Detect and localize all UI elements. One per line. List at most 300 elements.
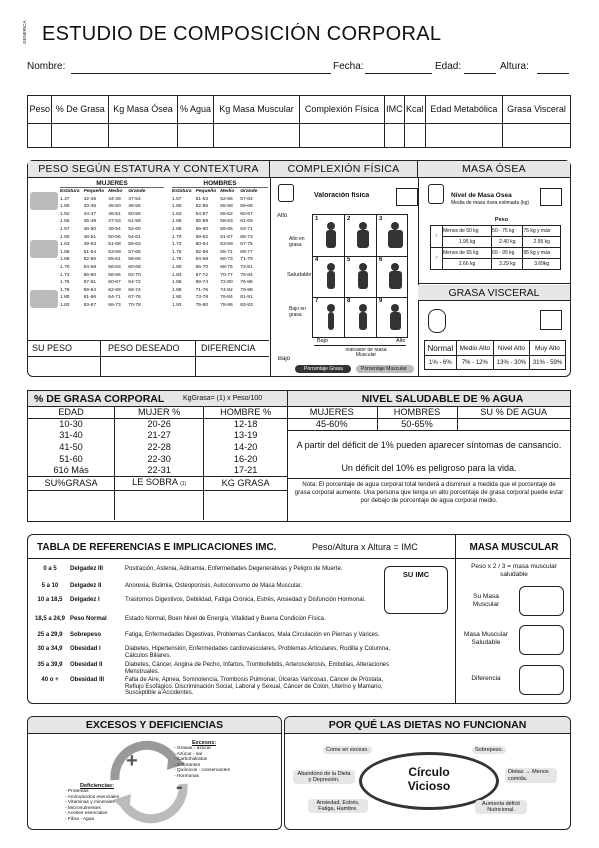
hombres-cell: 69-74 [195, 280, 209, 286]
mujeres-cell: 45-50 [108, 204, 121, 210]
mujeres-cell: 66-74 [128, 287, 141, 293]
imc-desc: Fatiga, Enfermedades Digestivas, Problemas Cardiacos, Mala Circulación en Piernas y Varices. [125, 632, 380, 638]
list-item: - Proteínas [65, 789, 89, 794]
col-agua: % Agua [177, 96, 213, 124]
body-figure-icon [386, 263, 404, 293]
saludable-label: Saludable [287, 272, 312, 278]
mujeres-cell: 46-51 [108, 211, 121, 217]
mujeres-cell: 1.57 [60, 226, 70, 232]
table-row [170, 302, 259, 310]
mujeres-cell: 55-63 [128, 242, 141, 248]
hombres-cell: 59-65 [220, 226, 233, 232]
imc-range: 0 a 5 [43, 566, 57, 572]
node-sobrepeso: Sobrepeso. [472, 746, 506, 754]
nombre-line[interactable] [71, 73, 331, 74]
grasa-hombre-0: 12-18 [233, 419, 258, 430]
mujeres-cell: 50-56 [108, 234, 121, 240]
imc-class: Obesidad II [70, 662, 103, 668]
hombres-col-header: Estatura [172, 189, 192, 194]
table-row [58, 287, 147, 295]
masa-osea-title: MASA ÓSEA [418, 161, 570, 178]
grasa-mujer-2: 22-28 [115, 442, 204, 454]
hombres-cell: 62-66 [195, 249, 209, 255]
grasa-title: % DE GRASA CORPORAL [34, 393, 165, 405]
mo-r2-c1: 65 - 95 kg [492, 247, 523, 258]
visceral-val-muy: 31% - 59% [529, 356, 565, 370]
hombres-cell: 67-75 [240, 242, 253, 248]
mujeres-cell: 47-54 [128, 196, 141, 202]
node-aumenta-deficit: Aumenta déficit Nutricional. [475, 800, 527, 814]
deficiencias-list [65, 789, 119, 823]
cycle-arrow-top [115, 745, 175, 780]
mujeres-cell: 1.55 [60, 219, 70, 225]
node-ansiedad: Ansiedad, Estrés, Fatiga, Hambre. [308, 799, 368, 813]
su-masa-muscular-input[interactable] [519, 586, 564, 616]
peso-title: PESO SEGÚN ESTATURA Y CONTEXTURA [28, 161, 270, 178]
mujeres-cell: 1.78 [60, 287, 70, 293]
masa-muscular-title: MASA MUSCULAR [469, 542, 559, 553]
grasa-mujer-0: 20-26 [115, 419, 204, 431]
su-peso-input[interactable] [30, 358, 98, 375]
mujeres-cell: 51-54 [83, 249, 97, 255]
hombres-cell: 1.70 [172, 234, 182, 240]
table-row [58, 241, 147, 249]
grasa-edad-3: 51-60 [28, 453, 115, 465]
kg-grasa-input[interactable] [204, 491, 287, 520]
grasa-col-mujer: MUJER % [115, 407, 204, 419]
table-row [58, 196, 147, 204]
circulo-label: Círculo [408, 765, 450, 779]
table-row [58, 211, 147, 219]
edad-line[interactable] [464, 73, 496, 74]
measurements-table [27, 95, 571, 148]
grasa-col-edad: EDAD [28, 407, 115, 419]
deficiencias-list-title: Deficiencias: [80, 783, 114, 789]
table-row [170, 203, 259, 211]
mujeres-cell: 1.60 [60, 234, 70, 240]
leg-musc-label: Porcentaje Muscular [361, 366, 407, 372]
imc-desc: Falta de Aire, Apnea, Somnolencia, Trombosis Pulmonar, Úlceras Varicosas, Cáncer de Próstata, Reflujo Esofágico. Discriminación Social, Laboral y Sexual, Cáncer de Colon, Uterino y Mamario, Susceptible a Accidentes. [125, 677, 384, 697]
figure-icon-large [30, 290, 58, 308]
leg-grasa-label: Porcentaje Grasa [304, 366, 343, 372]
col-imc: IMC [384, 96, 404, 124]
fecha-label: Fecha: [333, 61, 364, 72]
page-title: ESTUDIO DE COMPOSICIÓN CORPORAL [42, 23, 442, 45]
imc-range: 18,5 a 24,9 [34, 616, 66, 622]
agua-table [287, 407, 570, 431]
col-complexion: Complexión Física [299, 96, 384, 124]
mujeres-cell: 60-68 [128, 264, 141, 270]
visceral-input[interactable] [540, 310, 562, 330]
cell-imc[interactable] [384, 124, 404, 148]
hombres-cell: 71-79 [240, 257, 253, 263]
agua-col-su: SU % DE AGUA [480, 407, 548, 418]
list-item: - Químicos - conservantes [174, 768, 230, 774]
mujeres-cell: 51-58 [128, 219, 141, 225]
muscular-formula: Peso x 2 / 3 = masa muscular saludable [471, 563, 557, 579]
grasa-edad-1: 31-40 [28, 430, 115, 442]
imc-class: Delgadez III [70, 566, 104, 572]
mujeres-cell: 57-61 [83, 280, 97, 286]
mujeres-cell: 46-50 [83, 226, 97, 232]
kg-grasa-label: KG GRASA [221, 478, 270, 489]
hombres-cell: 1.75 [172, 249, 182, 255]
axis-bajo-label: Bajo [317, 338, 329, 344]
table-row [170, 226, 259, 234]
mujeres-col-header: Estatura [60, 189, 80, 194]
hombres-cell: 61-69 [240, 219, 253, 225]
hombres-label: HOMBRES [172, 180, 268, 188]
table-row [58, 226, 147, 234]
col-masa-osea: Kg Masa Ósea [109, 96, 178, 124]
mujeres-cell: 1.68 [60, 257, 70, 263]
hombres-cell: 74-82 [220, 287, 233, 293]
hombres-cell: 55-58 [220, 204, 233, 210]
mujeres-cell: 64-71 [108, 295, 121, 301]
peso-deseado-label: PESO DESEADO [108, 343, 180, 353]
complexion-number: 1 [315, 216, 319, 222]
edad-label: Edad: [435, 61, 462, 72]
list-item: - Micronutrientes [65, 805, 101, 811]
agua-col-hombres: HOMBRES [377, 407, 457, 419]
hombres-cell: 55-59 [195, 219, 209, 225]
hombres-col-header: Grande [240, 189, 258, 194]
le-sobra-text: LE SOBRA [132, 477, 178, 488]
body-figure-icon [322, 222, 340, 252]
table-row [58, 203, 147, 211]
table-row [28, 419, 287, 431]
visceral-val-medio: 7% - 12% [456, 356, 493, 370]
col-kcal: Kcal [404, 96, 425, 124]
cell-peso[interactable] [28, 124, 52, 148]
hombres-cell: 67-72 [195, 272, 209, 278]
cell-grasa-visceral[interactable] [503, 124, 571, 148]
hombres-cell: 70-77 [220, 272, 233, 278]
male-icon: ♂ [431, 247, 443, 269]
imc-row [28, 616, 448, 632]
hombres-cell: 55-62 [220, 211, 233, 217]
plus-sign: + [126, 750, 138, 772]
table-row [58, 218, 147, 226]
mujeres-cell: 66-73 [108, 302, 121, 308]
alto-label: Alto [277, 213, 288, 219]
imc-range: 10 a 18,5 [37, 597, 63, 603]
imc-range: 25 a 29,9 [37, 632, 63, 638]
hombres-col-header: Medio [220, 189, 235, 194]
mo-r2v-c2: 3.69kg [523, 258, 561, 269]
list-item: - Vitaminas y minerales [65, 800, 115, 806]
dietas-title: POR QUÉ LAS DIETAS NO FUNCIONAN [285, 717, 570, 734]
mujeres-cell: 49-54 [108, 226, 121, 232]
excesos-title: EXCESOS Y DEFICIENCIAS [28, 717, 281, 734]
mujeres-cell: 53-59 [108, 249, 121, 255]
su-grasa-label: SU%GRASA [28, 477, 115, 491]
body-figure-icon [322, 263, 340, 293]
imc-desc: Trastornos Digestivos, Debilidad, Fatiga Crónica, Estrés, Ansiedad y Disfunción Hormonal. [125, 597, 366, 603]
nombre-label: Nombre: [27, 61, 66, 72]
visceral-val-nivel: 13% - 30% [493, 356, 529, 370]
table-row [170, 211, 259, 219]
diferencia-input[interactable] [197, 358, 267, 375]
mujeres-cell: 54-61 [128, 234, 141, 240]
table-row [170, 218, 259, 226]
visceral-table [424, 340, 566, 370]
bone-icon [428, 184, 444, 204]
masa-osea-sub: Media de masa ósea estimada (kg) [451, 200, 530, 206]
hombres-cell: 1.80 [172, 264, 182, 270]
mujeres-cell: 1.65 [60, 249, 70, 255]
table-row [58, 279, 147, 287]
mo-r1v-c0: 1.95 kg [443, 236, 492, 247]
hombres-cell: 65-70 [195, 264, 209, 270]
node-come-exceso: Come en exceso. [323, 746, 372, 754]
imc-range: 40 o + [41, 677, 59, 683]
diferencia-label: DIFERENCIA [201, 343, 256, 353]
hombres-cell: 51-53 [195, 196, 209, 202]
body-figure-icon [322, 304, 340, 334]
altura-line[interactable] [537, 73, 569, 74]
col-grasa: % De Grasa [52, 96, 109, 124]
imc-row [28, 677, 448, 697]
mujeres-cell: 60-67 [108, 280, 121, 286]
cell-complexion[interactable] [299, 124, 384, 148]
mujeres-weight-table [58, 188, 147, 310]
hombres-cell: 78-86 [220, 302, 233, 308]
body-figure-icon [354, 222, 372, 252]
masa-saludable-input[interactable] [519, 625, 564, 655]
grasa-table [28, 407, 287, 520]
list-item: - Azúcar - sal [174, 751, 202, 757]
cell-grasa[interactable] [52, 124, 109, 148]
hombres-cell: 61-67 [220, 234, 233, 240]
hombres-cell: 65-71 [220, 249, 233, 255]
su-grasa-input[interactable] [28, 491, 115, 520]
cycle-arrow-bottom [123, 784, 183, 819]
hombres-cell: 83-93 [240, 302, 253, 308]
mujeres-cell: 43-46 [83, 204, 97, 210]
grasa-edad-4: 61ó Más [28, 465, 115, 477]
mujeres-cell: 45-49 [83, 219, 97, 225]
visceral-col-normal: Normal [425, 341, 457, 356]
imc-range: 30 a 34,9 [37, 646, 63, 652]
mujeres-cell: 1.80 [60, 295, 70, 301]
mujeres-cell: 51-58 [108, 242, 121, 248]
masa-osea-table [430, 216, 561, 270]
table-row [58, 294, 147, 302]
hombres-cell: 81-91 [240, 295, 253, 301]
mujeres-col-header: Medio [108, 189, 123, 194]
mo-r1v-c2: 2.95 kg [523, 236, 561, 247]
table-row [58, 264, 147, 272]
hombres-cell: 63-69 [220, 242, 233, 248]
hombres-cell: 1.73 [172, 242, 182, 248]
body-figure-icon [386, 222, 404, 252]
cell-masa-muscular[interactable] [214, 124, 300, 148]
female-icon: ♀ [431, 225, 443, 247]
le-sobra-input[interactable] [115, 491, 204, 520]
mujeres-cell: 55-61 [108, 257, 121, 263]
grasa-edad-0: 10-30 [28, 419, 115, 431]
mo-r1-c0: Menos de 50 kg [443, 225, 492, 236]
hombres-cell: 75-84 [240, 272, 253, 278]
hombres-cell: 66-73 [220, 257, 233, 263]
body-figure-icon [354, 304, 372, 334]
mo-r2-c2: 95 kg y más [523, 247, 561, 258]
mujeres-cell: 44-47 [83, 211, 97, 217]
imc-desc: Diabetes, Hipertensión, Enfermedades cardiovasculares, Problemas Articulares, Rodilla y Columna, Cálculos Biliares. [125, 646, 391, 659]
su-imc-label: SU IMC [402, 570, 430, 579]
node-abandono: Abandono de la Dieta y Depresión. [293, 770, 355, 784]
vicioso-label: Vicioso [407, 779, 451, 793]
mujeres-cell: 1.50 [60, 204, 70, 210]
le-sobra-label [115, 477, 204, 491]
list-item: - Carbohidratos [174, 757, 208, 763]
list-item: - Fibra - Agua [65, 816, 95, 822]
visceral-col-nivel: Nivel Alto [493, 341, 529, 356]
col-masa-muscular: Kg Masa Muscular [214, 96, 300, 124]
grasa-hombre-2: 14-20 [233, 442, 258, 453]
imc-desc: Estado Normal, Buen Nivel de Energía, Vitalidad y Buena Condición Física. [125, 616, 326, 622]
cell-agua[interactable] [177, 124, 213, 148]
hombres-cell: 52-56 [220, 196, 233, 202]
visceral-title: GRASA VISCERAL [418, 285, 570, 301]
mujeres-cell: 1.70 [60, 264, 70, 270]
su-agua-input[interactable] [457, 419, 570, 431]
mujeres-cell: 1.52 [60, 211, 70, 217]
mujeres-cell: 52-60 [128, 226, 141, 232]
visceral-col-muy: Muy Alto [529, 341, 565, 356]
hombres-cell: 1.63 [172, 211, 182, 217]
imc-class: Delgadez I [70, 597, 100, 603]
imc-class: Obesidad III [70, 677, 105, 683]
imc-row [28, 646, 448, 662]
table-row [170, 264, 259, 272]
peso-deseado-input[interactable] [102, 358, 194, 375]
complexion-number: 2 [347, 216, 351, 222]
hombres-cell: 63-71 [240, 226, 253, 232]
mujeres-cell: 54-58 [83, 264, 97, 270]
body-figure-icon [354, 263, 372, 293]
masa-osea-input[interactable] [540, 188, 562, 206]
excesos-list-title: Excesos: [192, 740, 217, 746]
table-row [28, 453, 287, 465]
hombres-cell: 60-67 [240, 211, 253, 217]
col-grasa-visceral: Grasa Visceral [503, 96, 571, 124]
table-row [58, 234, 147, 242]
mo-r2v-c1: 3.29 kg [492, 258, 523, 269]
hombres-cell: 65-73 [240, 234, 253, 240]
imc-class: Peso Normal [70, 616, 107, 622]
hombres-cell: 1.83 [172, 272, 182, 278]
hombres-cell: 1.65 [172, 219, 182, 225]
agua-nota: Nota: El porcentaje de agua corporal total tenderá a disminuir a medida que el porcentaje de grasa corporal aumente. Una persona que tenga un alto porcentaje de grasa corporal puede estar por debajo de porcentaje de agua corporal medio. [294, 481, 564, 505]
altura-label: Altura: [500, 61, 529, 72]
imc-desc: Diabetes, Cáncer, Angina de Pecho, Infartos, Trombofebitis, Arterosclerosis, Embolias, Alteraciones Menstruales. [125, 662, 390, 675]
table-row [170, 249, 259, 257]
mujeres-cell: 58-65 [108, 272, 121, 278]
visceral-col-medio: Medio Alto [456, 341, 493, 356]
cell-kcal[interactable] [404, 124, 425, 148]
axis-alto-label: Alto [396, 338, 406, 344]
cell-masa-osea[interactable] [109, 124, 178, 148]
table-row [58, 256, 147, 264]
bajo-grasa-label: Bajo en grasa [289, 306, 306, 318]
cell-edad-metabolica[interactable] [425, 124, 502, 148]
hombres-cell: 57-64 [240, 196, 253, 202]
hombres-cell: 1.85 [172, 280, 182, 286]
hombres-col-header: Pequeño [195, 189, 217, 194]
visceral-val-normal: 1% - 6% [425, 356, 457, 370]
indicador-label: Indicador de Masa Muscular [345, 348, 387, 358]
table-row [28, 465, 287, 477]
hombres-cell: 58-62 [195, 234, 209, 240]
mujeres-cell: 62-70 [128, 272, 141, 278]
hombres-cell: 72-80 [220, 280, 233, 286]
diferencia-muscular-input[interactable] [519, 665, 564, 695]
mo-r1v-c1: 2.40 kg [492, 236, 523, 247]
complexion-axis-arrow [314, 345, 406, 346]
valoracion-label: Valoración física [314, 192, 370, 199]
minus-sign: - [176, 776, 183, 798]
agua-val-mujeres: 45-60% [287, 419, 377, 431]
list-item: - Colorantes [174, 762, 201, 768]
grasa-hombre-3: 16-20 [233, 453, 258, 464]
mujeres-cell: 50-56 [128, 211, 141, 217]
mujeres-cell: 57-65 [128, 249, 141, 255]
mujeres-cell: 49-53 [83, 242, 97, 248]
nivel-masa-osea-label: Nivel de Masa Ósea [451, 192, 512, 199]
mujeres-label: MUJERES [60, 180, 164, 188]
complexion-title: COMPLEXIÓN FÍSICA [270, 161, 418, 178]
complexion-input[interactable] [396, 188, 418, 206]
mo-r2v-c0: 2.66 kg [443, 258, 492, 269]
hombres-cell: 1.88 [172, 287, 182, 293]
agua-msg1: A partir del déficit de 1% pueden aparecer síntomas de cansancio. [296, 440, 562, 450]
grasa-mujer-1: 21-27 [115, 430, 204, 442]
node-dietas: Dietas → Menos comida. [505, 768, 557, 783]
mujeres-cell: 1.73 [60, 272, 70, 278]
col-peso: Peso [28, 96, 52, 124]
table-row [170, 287, 259, 295]
mujeres-cell: 58-66 [128, 257, 141, 263]
mujeres-cell: 1.75 [60, 280, 70, 286]
hombres-cell: 76-84 [220, 295, 233, 301]
list-item: - Aminoácidos esenciales [65, 794, 120, 800]
table-row [170, 272, 259, 280]
bajo-label: Bajo [278, 356, 291, 362]
le-sobra-note: (1) [180, 481, 187, 488]
complexion-number: 9 [379, 298, 383, 304]
peso-col-label: Peso [494, 217, 509, 224]
list-item: - Grasas - azúcar [174, 746, 212, 751]
table-row [58, 272, 147, 280]
hombres-cell: 68-75 [220, 264, 233, 270]
hombres-cell: 59-66 [240, 204, 253, 210]
complexion-number: 4 [315, 257, 319, 263]
hombres-cell: 54-57 [195, 211, 209, 217]
hombres-cell: 58-63 [220, 219, 233, 225]
hombres-cell: 52-55 [195, 204, 209, 210]
table-row [170, 196, 259, 204]
su-peso-label: SU PESO [32, 343, 73, 353]
hombres-cell: 71-76 [195, 287, 209, 293]
valoracion-icon [278, 184, 294, 202]
table-row [28, 430, 287, 442]
agua-title: NIVEL SALUDABLE DE % AGUA [361, 393, 524, 405]
fecha-line[interactable] [365, 73, 432, 74]
list-item: - Aceites esenciales [65, 811, 108, 817]
mujeres-cell: 47-53 [108, 219, 121, 225]
